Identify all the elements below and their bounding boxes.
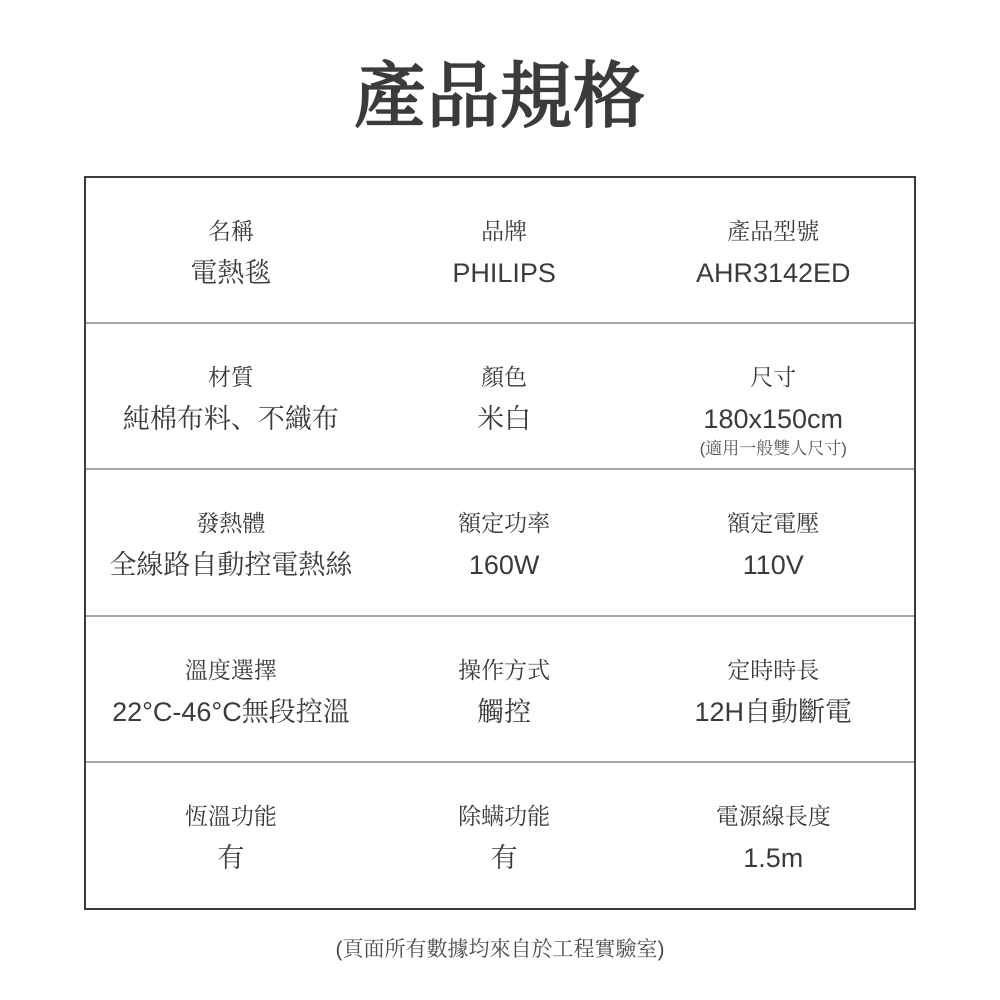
spec-cell-mite-removal bbox=[376, 763, 633, 907]
spec-cell-temperature-range bbox=[86, 617, 376, 761]
spec-label: 名稱 bbox=[207, 217, 254, 244]
spec-cell-operation bbox=[376, 617, 633, 761]
spec-value: 觸控 bbox=[477, 696, 532, 727]
spec-value: 米白 bbox=[477, 404, 532, 434]
spec-label: 發熱體 bbox=[196, 510, 266, 537]
spec-value: AHR3142ED bbox=[695, 257, 851, 288]
spec-label: 品牌 bbox=[481, 217, 528, 244]
spec-cell-cord-length bbox=[632, 763, 914, 907]
spec-value: 160W bbox=[468, 550, 540, 581]
spec-cell-brand bbox=[376, 178, 633, 322]
spec-row-features bbox=[86, 761, 914, 907]
spec-label: 額定功率 bbox=[458, 510, 551, 537]
spec-label: 定時時長 bbox=[727, 656, 820, 683]
spec-note: (適用一般雙人尺寸) bbox=[699, 439, 847, 458]
spec-cell-rated-voltage bbox=[632, 470, 914, 614]
spec-value: 有 bbox=[490, 843, 518, 874]
spec-label: 額定電壓 bbox=[727, 510, 820, 537]
spec-row-control bbox=[86, 615, 914, 761]
spec-row-power bbox=[86, 468, 914, 614]
spec-cell-size bbox=[632, 324, 914, 468]
spec-value: 電熱毯 bbox=[190, 257, 272, 288]
spec-cell-constant-temp bbox=[86, 763, 376, 907]
spec-value: 全線路自動控電熱絲 bbox=[109, 550, 353, 581]
spec-cell-timer bbox=[632, 617, 914, 761]
spec-value: 有 bbox=[217, 843, 245, 874]
data-source-note: (頁面所有數據均來自於工程實驗室) bbox=[335, 937, 665, 961]
spec-cell-name bbox=[86, 178, 376, 322]
spec-row-basic bbox=[86, 178, 914, 322]
spec-label: 操作方式 bbox=[458, 656, 551, 683]
spec-label: 顏色 bbox=[481, 364, 528, 390]
spec-label: 產品型號 bbox=[727, 217, 820, 244]
spec-value: 180x150cm bbox=[703, 404, 844, 434]
spec-table bbox=[84, 176, 916, 910]
page-title: 產品規格 bbox=[353, 57, 646, 137]
spec-cell-heating-element bbox=[86, 470, 376, 614]
spec-label: 溫度選擇 bbox=[184, 656, 277, 683]
spec-value: PHILIPS bbox=[452, 257, 556, 288]
spec-label: 電源線長度 bbox=[715, 803, 831, 830]
spec-value: 110V bbox=[742, 550, 804, 581]
spec-value: 純棉布料、不織布 bbox=[122, 404, 339, 434]
spec-value: 22°C-46°C無段控溫 bbox=[112, 696, 350, 727]
spec-cell-material bbox=[86, 324, 376, 468]
spec-label: 材質 bbox=[207, 364, 254, 390]
spec-label: 除螨功能 bbox=[458, 803, 551, 830]
spec-cell-model bbox=[632, 178, 914, 322]
spec-cell-rated-power bbox=[376, 470, 633, 614]
spec-label: 尺寸 bbox=[750, 364, 797, 390]
spec-value: 1.5m bbox=[743, 843, 804, 874]
spec-cell-color bbox=[376, 324, 633, 468]
spec-value: 12H自動斷電 bbox=[694, 696, 852, 727]
spec-row-material bbox=[86, 322, 914, 468]
spec-label: 恆溫功能 bbox=[184, 803, 277, 830]
